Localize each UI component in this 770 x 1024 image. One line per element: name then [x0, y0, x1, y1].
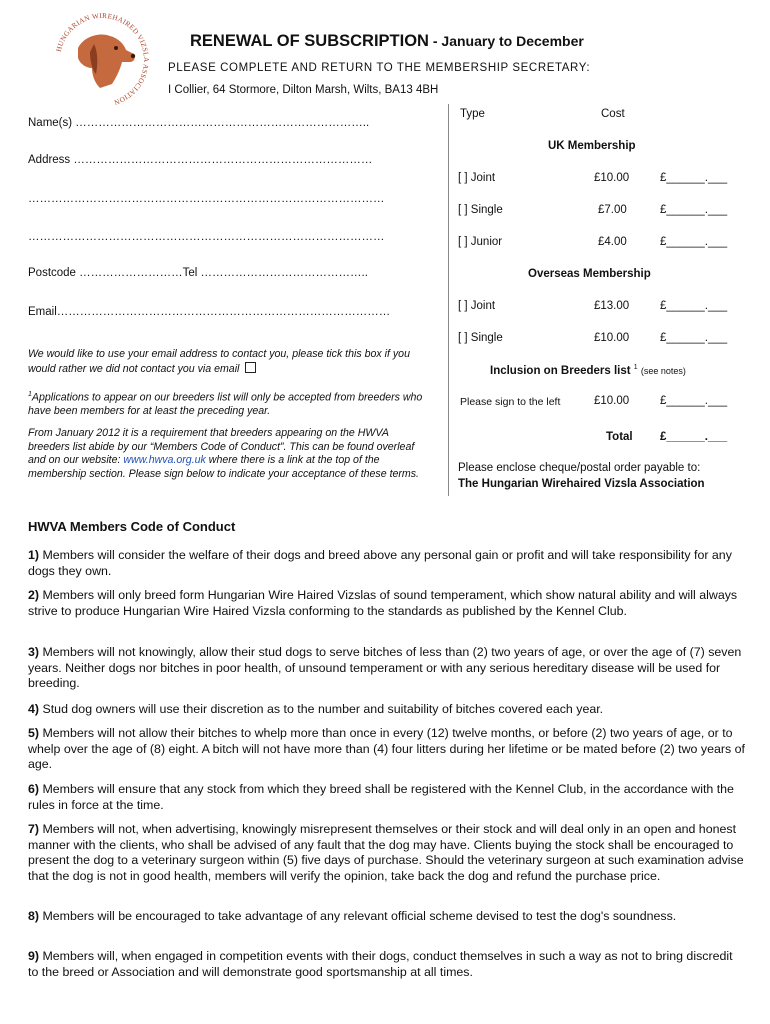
- breeders-see-notes: (see notes): [640, 365, 686, 376]
- rule-text: Members will not, when advertising, knowingly misrepresent themselves or their stock and will deal only in an open and honest manner with the clients, who shall be advised of any fault that the dog may have. Clients buying the stock shall be encouraged to present the dog to a veterinary surgeon within (5) five days of purchase. Should the veterinary surgeon at such examination advise that the dog is not in good health, members will verify the opinion, take back the dog and refund the purchase price.: [28, 822, 744, 883]
- code-note-post: where there is a link at the top of the membership section. Please sign below to indicate your acceptance of these terms.: [28, 454, 419, 480]
- conduct-rule-6: [28, 782, 746, 813]
- rule-number: 2): [28, 588, 40, 602]
- uk-single-option[interactable]: [ ] Single: [458, 204, 503, 216]
- breeders-sign-instruction: Please sign to the left: [460, 396, 561, 408]
- dog-head-icon: [78, 35, 135, 89]
- return-instruction: PLEASE COMPLETE AND RETURN TO THE MEMBERSHIP SECRETARY:: [168, 62, 591, 74]
- logo-ring-text: HUNGARIAN WIREHAIRED VIZSLA ASSOCIATION: [54, 11, 151, 107]
- uk-junior-amount[interactable]: £______.___: [660, 236, 728, 248]
- rule-number: 6): [28, 782, 40, 796]
- payee-name: The Hungarian Wirehaired Vizsla Association: [458, 478, 705, 490]
- rule-text: Members will not allow their bitches to whelp more than once in every (12) twelve months, or before (2) two years of age, or to whelp over the age of (8) eight. A bitch will not have more than (4) four litters during her lifetime or be mated before (2) two years of age.: [28, 726, 745, 772]
- breeders-amount[interactable]: £______.___: [660, 395, 728, 407]
- breeders-cost: £10.00: [594, 395, 630, 407]
- overseas-joint-option[interactable]: [ ] Joint: [458, 300, 496, 312]
- uk-junior-option[interactable]: [ ] Junior: [458, 236, 503, 248]
- overseas-membership-heading: Overseas Membership: [528, 268, 651, 280]
- overseas-single-option[interactable]: [ ] Single: [458, 332, 503, 344]
- conduct-rule-4: [28, 702, 746, 718]
- rule-number: 3): [28, 645, 40, 659]
- rule-text: Members will not knowingly, allow their stud dogs to serve bitches of less than (2) two years of age, or over the age of (7) seven years. Neither dogs nor bitches in poor health, of unsound temperament or with any serious hereditary disease will be used for breeding.: [28, 645, 742, 691]
- conduct-rule-2: [28, 588, 746, 619]
- rule-text: Stud dog owners will use their discretion as to the number and suitability of bitches covered each year.: [39, 702, 604, 716]
- uk-single-amount[interactable]: £______.___: [660, 204, 728, 216]
- address-field[interactable]: Address ……………………………………………………………………: [28, 154, 373, 166]
- uk-junior-cost: £4.00: [598, 236, 627, 248]
- overseas-joint-amount[interactable]: £______.___: [660, 300, 728, 312]
- overseas-single-cost: £10.00: [594, 332, 630, 344]
- breeders-heading-text: Inclusion on Breeders list: [490, 364, 631, 377]
- rule-number: 1): [28, 548, 40, 562]
- conduct-rule-7: [28, 822, 746, 884]
- column-divider: [448, 104, 449, 496]
- rule-number: 4): [28, 702, 40, 716]
- title-main: RENEWAL OF SUBSCRIPTION: [190, 32, 429, 50]
- conduct-rule-1: [28, 548, 746, 579]
- code-of-conduct-note: [28, 427, 428, 481]
- conduct-rule-9: [28, 949, 746, 980]
- email-consent-note: [28, 348, 428, 376]
- rule-number: 8): [28, 909, 40, 923]
- col-cost-header: Cost: [601, 108, 625, 120]
- conduct-rule-8: [28, 909, 746, 925]
- uk-joint-option[interactable]: [ ] Joint: [458, 172, 496, 184]
- title-period: - January to December: [428, 33, 584, 49]
- overseas-single-amount[interactable]: £______.___: [660, 332, 728, 344]
- uk-joint-cost: £10.00: [594, 172, 630, 184]
- overseas-joint-cost: £13.00: [594, 300, 630, 312]
- postcode-tel-field[interactable]: Postcode ………………………Tel ……………………………………..: [28, 267, 368, 279]
- footnote-marker: 1: [28, 391, 32, 398]
- address-line-3[interactable]: …………………………………………………………………………………: [28, 231, 385, 243]
- page-title: [190, 32, 584, 51]
- rule-number: 5): [28, 726, 40, 740]
- association-logo: [50, 8, 154, 112]
- code-note-pre: From January 2012 it is a requirement that breeders appearing on the HWVA breeders list abide by our “Members Code of Conduct”. This can be found overleaf and on our website:: [28, 427, 415, 466]
- uk-single-cost: £7.00: [598, 204, 627, 216]
- col-type-header: Type: [460, 108, 485, 120]
- address-line-2[interactable]: …………………………………………………………………………………: [28, 193, 385, 205]
- breeders-list-heading: [490, 364, 686, 377]
- rule-text: Members will only breed form Hungarian Wire Haired Vizslas of sound temperament, which show natural ability and will always strive to produce Hungarian Wire Haired Vizsla conforming to the standards as published by the Kennel Club.: [28, 588, 738, 618]
- website-link[interactable]: www.hwva.org.uk: [123, 454, 206, 466]
- uk-joint-amount[interactable]: £______.___: [660, 172, 728, 184]
- code-of-conduct-title: HWVA Members Code of Conduct: [28, 519, 236, 534]
- names-field[interactable]: Name(s) …………………………………………………………………..: [28, 117, 370, 129]
- uk-membership-heading: UK Membership: [548, 140, 636, 152]
- total-label: Total: [606, 431, 633, 443]
- rule-number: 7): [28, 822, 40, 836]
- breeders-footnote: [28, 388, 428, 419]
- rule-text: Members will, when engaged in competition events with their dogs, conduct themselves in such a way as not to bring discredit to the breed or Association and will demonstrate good sportsmanship at all times.: [28, 949, 733, 979]
- rule-number: 9): [28, 949, 40, 963]
- email-consent-text: We would like to use your email address to contact you, please tick this box if you would rather we did not contact you via email: [28, 348, 410, 375]
- conduct-rule-3: [28, 645, 746, 692]
- email-field[interactable]: Email……………………………………………………………………………: [28, 306, 391, 318]
- payment-instruction: Please enclose cheque/postal order payable to:: [458, 462, 701, 474]
- rule-text: Members will be encouraged to take advantage of any relevant official scheme devised to test the dog's soundness.: [39, 909, 677, 923]
- total-amount[interactable]: £______.___: [660, 431, 728, 443]
- conduct-rule-5: [28, 726, 746, 773]
- rule-text: Members will consider the welfare of their dogs and breed above any personal gain or profit and will take responsibility for any dogs they own.: [28, 548, 732, 578]
- secretary-address: I Collier, 64 Stormore, Dilton Marsh, Wilts, BA13 4BH: [168, 84, 439, 96]
- footnote-text: Applications to appear on our breeders list will only be accepted from breeders who have been members for at least the preceding year.: [28, 391, 423, 418]
- email-optout-checkbox[interactable]: [245, 362, 256, 373]
- rule-text: Members will ensure that any stock from which they breed shall be registered with the Kennel Club, in the accordance with the rules in force at the time.: [28, 782, 734, 812]
- breeders-marker: 1: [633, 364, 638, 371]
